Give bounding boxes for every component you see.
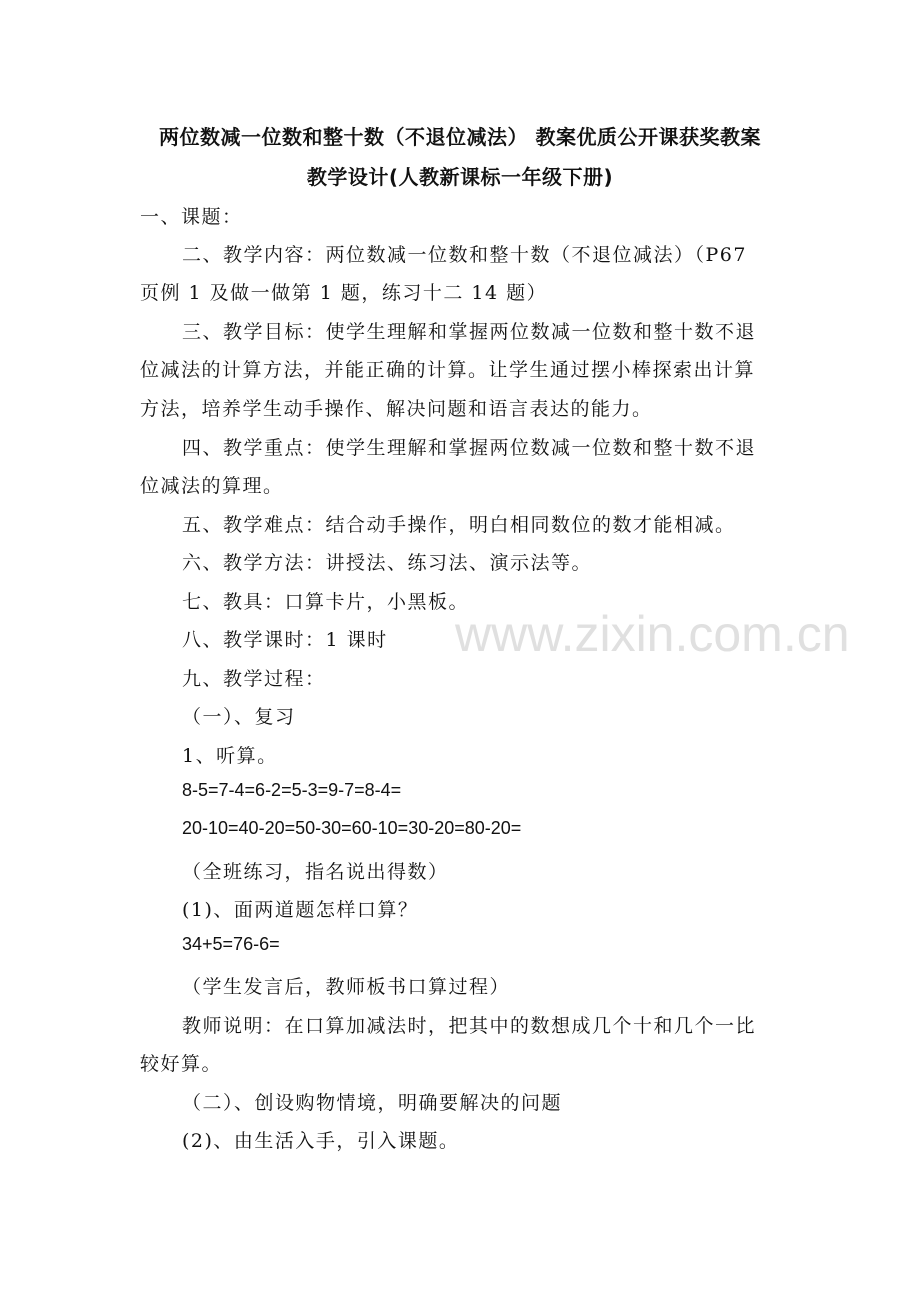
section-class-hours: 八、教学课时：1 课时 bbox=[182, 629, 388, 651]
note-class-practice: （全班练习，指名说出得数） bbox=[182, 861, 449, 883]
section-key-points: 四、教学重点：使学生理解和掌握两位数减一位数和整十数不退 bbox=[182, 437, 757, 459]
section-objectives-cont-2: 方法，培养学生动手操作、解决问题和语言表达的能力。 bbox=[140, 398, 653, 420]
section-methods: 六、教学方法：讲授法、练习法、演示法等。 bbox=[182, 552, 593, 574]
section-objectives-cont-1: 位减法的计算方法，并能正确的计算。让学生通过摆小棒探索出计算 bbox=[140, 359, 756, 381]
section-teaching-aids: 七、教具：口算卡片，小黑板。 bbox=[182, 591, 470, 613]
note-board-writing: （学生发言后，教师板书口算过程） bbox=[182, 976, 511, 998]
subsection-shopping-scenario: （二）、创设购物情境，明确要解决的问题 bbox=[182, 1092, 563, 1114]
watermark-text: www.zixin.com.cn bbox=[455, 606, 850, 662]
section-objectives: 三、教学目标：使学生理解和掌握两位数减一位数和整十数不退 bbox=[182, 321, 757, 343]
item-listening-calc: 1、听算。 bbox=[182, 745, 278, 767]
teacher-explanation: 教师说明：在口算加减法时，把其中的数想成几个十和几个一比 bbox=[182, 1015, 757, 1037]
document-title-line-1: 两位数减一位数和整十数（不退位减法） 教案优质公开课获奖教案 bbox=[159, 125, 761, 149]
section-content: 二、教学内容：两位数减一位数和整十数（不退位减法）（P67 bbox=[182, 244, 747, 266]
section-difficulties: 五、教学难点：结合动手操作，明白相同数位的数才能相减。 bbox=[182, 514, 736, 536]
item-introduce-topic: (2)、由生活入手，引入课题。 bbox=[182, 1130, 460, 1152]
equations-row-3: 34+5=76-6= bbox=[182, 934, 280, 954]
subsection-review: （一）、复习 bbox=[182, 706, 296, 728]
equations-row-1: 8-5=7-4=6-2=5-3=9-7=8-4= bbox=[182, 780, 402, 800]
document-title-line-2: 教学设计(人教新课标一年级下册) bbox=[306, 165, 614, 189]
item-question-1: (1)、面两道题怎样口算？ bbox=[182, 899, 419, 921]
section-content-cont: 页例 1 及做一做第 1 题，练习十二 14 题） bbox=[140, 282, 548, 304]
equations-row-2: 20-10=40-20=50-30=60-10=30-20=80-20= bbox=[182, 818, 522, 838]
teacher-explanation-cont: 较好算。 bbox=[140, 1053, 223, 1075]
section-key-points-cont: 位减法的算理。 bbox=[140, 475, 284, 497]
section-topic: 一、课题： bbox=[140, 206, 243, 228]
section-process: 九、教学过程： bbox=[182, 668, 326, 690]
